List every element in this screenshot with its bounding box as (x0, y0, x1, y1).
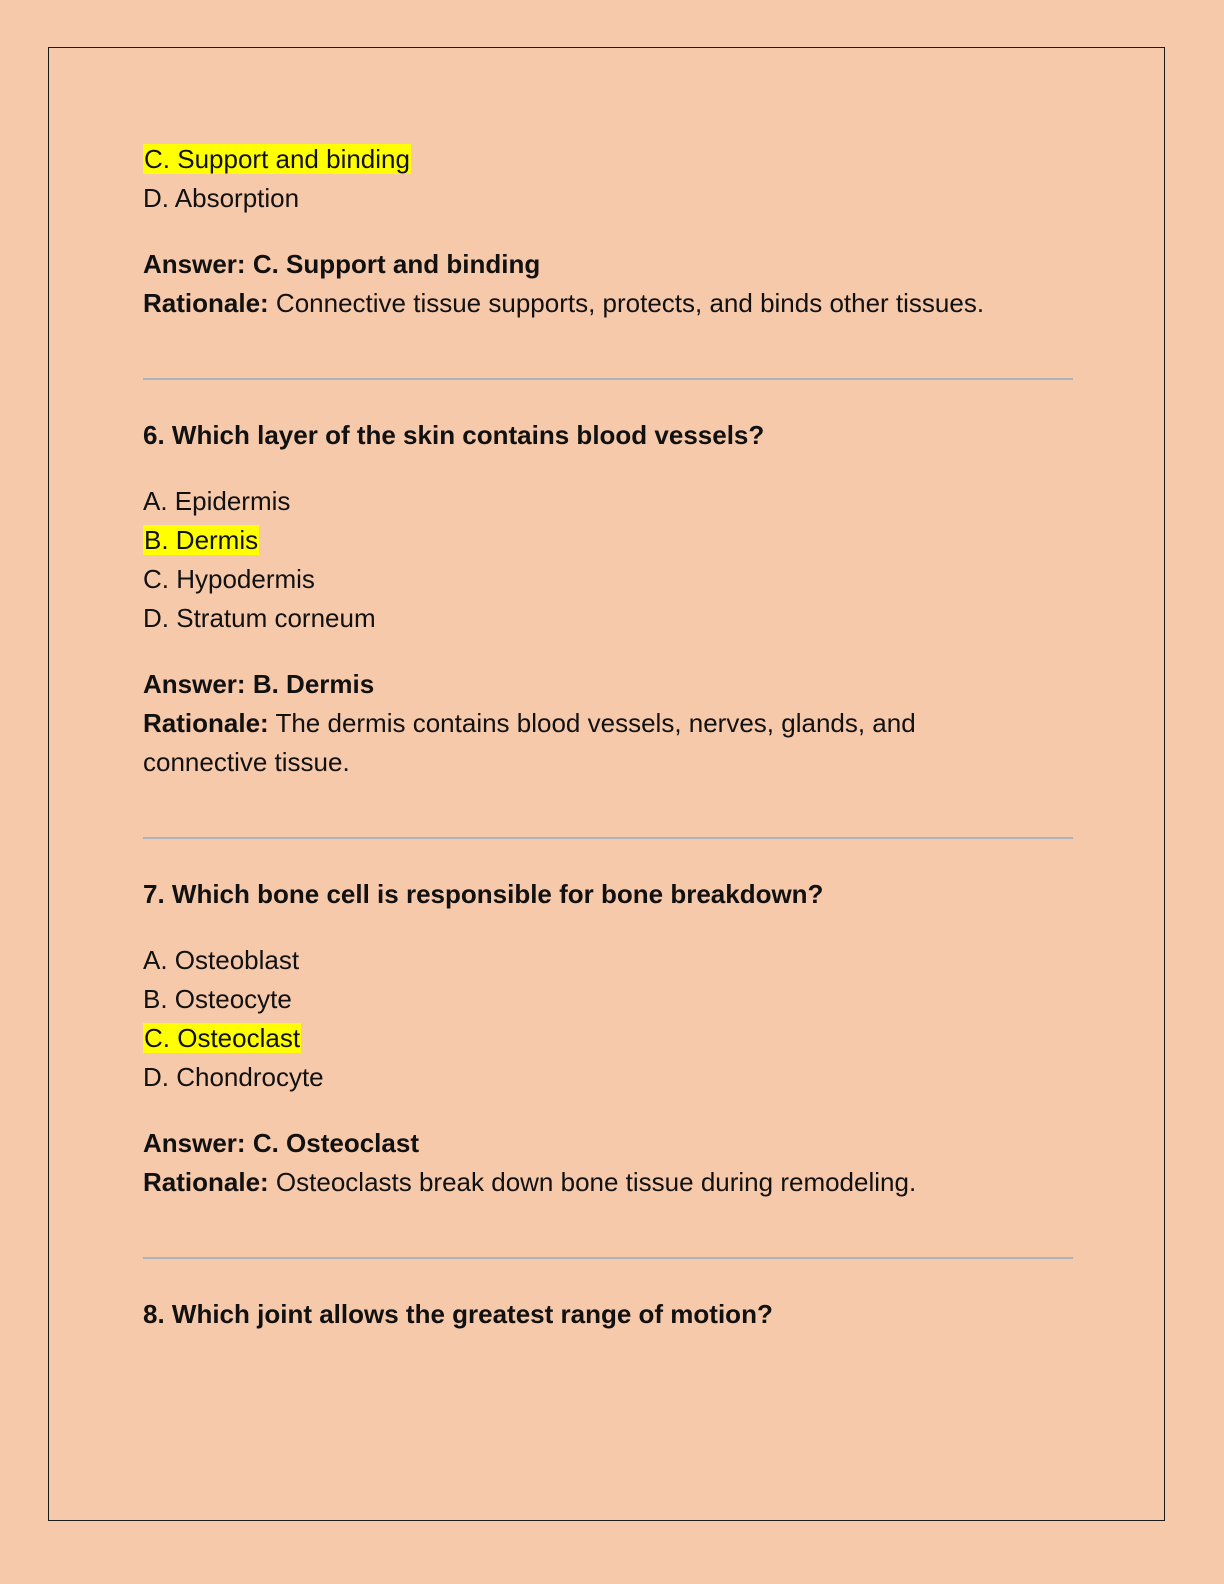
option-c: C. Hypodermis (143, 564, 315, 594)
question-text: 6. Which layer of the skin contains blood vessels? (143, 420, 765, 450)
option-d: D. Stratum corneum (143, 603, 376, 633)
question-text: 8. Which joint allows the greatest range of motion? (143, 1299, 773, 1329)
answer-value: B. Dermis (252, 669, 375, 699)
answer-label: Answer: (143, 669, 246, 699)
rationale-label: Rationale: (143, 1167, 269, 1197)
document-body (143, 140, 1073, 1334)
answer-line (143, 665, 1073, 704)
answer-label: Answer: (143, 1128, 246, 1158)
rationale-line (143, 1163, 1073, 1202)
option-b: B. Osteocyte (143, 984, 292, 1014)
question-text: 7. Which bone cell is responsible for bone breakdown? (143, 879, 824, 909)
highlighted-option-text: B. Dermis (144, 525, 259, 555)
rationale-text: Connective tissue supports, protects, and binds other tissues. (275, 288, 985, 318)
rationale-text: The dermis contains blood vessels, nerves, glands, and connective tissue. (143, 708, 916, 777)
highlighted-option-text: C. Support and binding (144, 144, 410, 174)
answer-value: C. Osteoclast (252, 1128, 419, 1158)
question-6-block (143, 416, 1073, 782)
question-7-block (143, 875, 1073, 1202)
question-5-block (143, 140, 1073, 323)
option-b (143, 521, 1073, 560)
answer-line (143, 245, 1073, 284)
option-a: A. Osteoblast (143, 945, 300, 975)
option-d: D. Absorption (143, 183, 300, 213)
rationale-line (143, 284, 1073, 323)
answer-value: C. Support and binding (252, 249, 541, 279)
rationale-label: Rationale: (143, 288, 269, 318)
option-c (143, 140, 1073, 179)
answer-label: Answer: (143, 249, 246, 279)
highlighted-option-text: C. Osteoclast (144, 1023, 301, 1053)
answer-line (143, 1124, 1073, 1163)
option-d: D. Chondrocyte (143, 1062, 324, 1092)
question-8-block (143, 1295, 1073, 1334)
rationale-line (143, 704, 1003, 782)
rationale-label: Rationale: (143, 708, 269, 738)
rationale-text: Osteoclasts break down bone tissue during remodeling. (275, 1167, 917, 1197)
option-c (143, 1019, 1073, 1058)
option-a: A. Epidermis (143, 486, 291, 516)
